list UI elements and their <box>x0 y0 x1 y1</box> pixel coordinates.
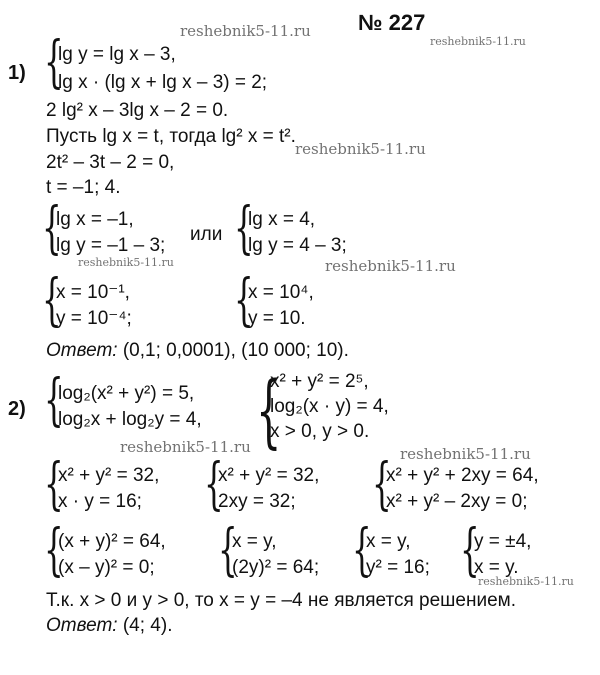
note-line: Т.к. x > 0 и y > 0, то x = y = –4 не является решением. <box>46 590 516 611</box>
watermark: reshebnik5-11.ru <box>78 256 174 269</box>
equation-line: (2y)² = 64; <box>232 557 320 578</box>
system-brace: { <box>44 30 64 95</box>
equation-line: y = 10⁻⁴; <box>56 308 132 329</box>
equation-line: x² + y² = 32, <box>218 465 320 486</box>
answer-line <box>46 340 349 362</box>
system-brace: { <box>234 268 254 333</box>
system-brace: { <box>44 518 64 583</box>
watermark: reshebnik5-11.ru <box>400 445 531 463</box>
equation-line: x = y, <box>366 531 411 552</box>
equation-line: lg x · (lg x + lg x – 3) = 2; <box>58 72 268 93</box>
system-brace: { <box>44 452 64 517</box>
text-line: Пусть lg x = t, тогда lg² x = t². <box>46 126 296 147</box>
equation-line: lg x = 4, <box>248 209 316 230</box>
part2-label: 2) <box>8 398 26 420</box>
system-brace: { <box>256 364 282 457</box>
equation-line: x = 10⁻¹, <box>56 282 130 303</box>
watermark: reshebnik5-11.ru <box>180 22 311 40</box>
equation-line: y = 10. <box>248 308 306 329</box>
equation-line: x² + y² = 2⁵, <box>270 371 369 392</box>
system-brace: { <box>44 368 64 433</box>
answer-label: Ответ: <box>46 340 118 361</box>
equation-line: 2t² – 3t – 2 = 0, <box>46 152 175 173</box>
answer-value: (0,1; 0,0001), (10 000; 10). <box>122 340 349 361</box>
equation-line: (x + y)² = 64, <box>58 531 166 552</box>
equation-line: lg y = –1 – 3; <box>56 235 166 256</box>
system-brace: { <box>204 452 224 517</box>
equation-line: y = ±4, <box>474 531 532 552</box>
equation-line: t = –1; 4. <box>46 177 121 198</box>
system-brace: { <box>352 518 372 583</box>
equation-line: x = y, <box>232 531 277 552</box>
equation-line: log₂x + log₂y = 4, <box>58 409 202 430</box>
equation-line: x² + y² – 2xy = 0; <box>386 491 528 512</box>
watermark: reshebnik5-11.ru <box>430 35 526 48</box>
equation-line: log₂(x² + y²) = 5, <box>58 383 195 404</box>
answer-label: Ответ: <box>46 615 118 636</box>
equation-line: x > 0, y > 0. <box>270 421 370 442</box>
equation-line: lg x = –1, <box>56 209 134 230</box>
system-brace: { <box>42 196 62 261</box>
watermark: reshebnik5-11.ru <box>325 257 456 275</box>
equation-line: lg y = lg x – 3, <box>58 44 176 65</box>
watermark: reshebnik5-11.ru <box>478 575 574 588</box>
or-word: или <box>190 224 223 245</box>
answer-value: (4; 4). <box>122 615 173 636</box>
system-brace: { <box>372 452 392 517</box>
watermark: reshebnik5-11.ru <box>295 140 426 158</box>
equation-line: 2 lg² x – 3lg x – 2 = 0. <box>46 100 229 121</box>
system-brace: { <box>234 196 254 261</box>
system-brace: { <box>218 518 238 583</box>
answer-line <box>46 615 172 637</box>
equation-line: x² + y² + 2xy = 64, <box>386 465 539 486</box>
equation-line: lg y = 4 – 3; <box>248 235 347 256</box>
system-brace: { <box>460 518 480 583</box>
equation-line: x = 10⁴, <box>248 282 314 303</box>
equation-line: y² = 16; <box>366 557 430 578</box>
equation-line: x² + y² = 32, <box>58 465 160 486</box>
equation-line: log₂(x · y) = 4, <box>270 396 389 417</box>
equation-line: 2xy = 32; <box>218 491 296 512</box>
equation-line: x = y. <box>474 557 519 578</box>
problem-number: № 227 <box>358 10 426 35</box>
watermark: reshebnik5-11.ru <box>120 438 251 456</box>
equation-line: (x – y)² = 0; <box>58 557 155 578</box>
equation-line: x · y = 16; <box>58 491 142 512</box>
system-brace: { <box>42 268 62 333</box>
part1-label: 1) <box>8 62 26 84</box>
